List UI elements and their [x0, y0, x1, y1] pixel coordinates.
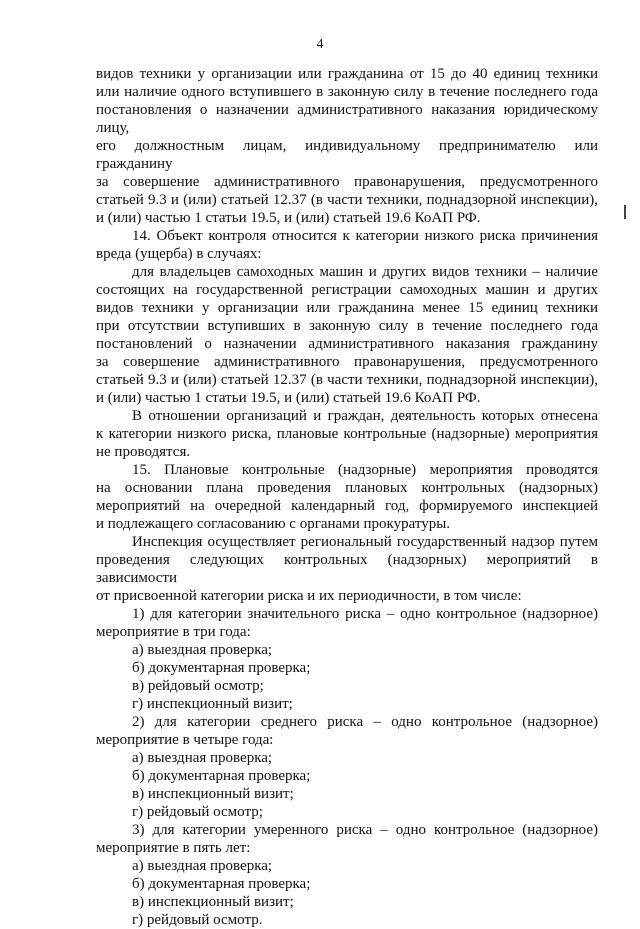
- text-line: 2) для категории среднего риска – одно контрольное (надзорное): [132, 714, 598, 730]
- text-line: за совершение административного правонарушения, предусмотренного: [96, 354, 598, 370]
- text-line: мероприятие в четыре года:: [96, 732, 274, 748]
- text-line: видов техники у организации или гражданина от 15 до 40 единиц техники: [96, 66, 598, 82]
- text-line: от присвоенной категории риска и их периодичности, в том числе:: [96, 588, 522, 604]
- text-line: статьей 9.3 и (или) статьей 12.37 (в части техники, поднадзорной инспекции),: [96, 192, 598, 208]
- text-line: 14. Объект контроля относится к категории низкого риска причинения: [132, 228, 598, 244]
- text-line: В отношении организаций и граждан, деятельность которых отнесена: [132, 408, 598, 424]
- text-line: в) инспекционный визит;: [132, 894, 294, 910]
- text-line: постановления о назначении административного наказания юридическому лицу,: [96, 102, 598, 136]
- text-line: статьей 9.3 и (или) статьей 12.37 (в части техники, поднадзорной инспекции),: [96, 372, 598, 388]
- text-line: видов техники у организации или гражданина менее 15 единиц техники: [96, 300, 598, 316]
- page-number: 4: [316, 37, 324, 52]
- text-line: проведения следующих контрольных (надзорных) мероприятий в зависимости: [96, 552, 598, 586]
- text-line: а) выездная проверка;: [132, 750, 273, 766]
- text-line: г) рейдовый осмотр.: [132, 912, 263, 928]
- text-line: и подлежащего согласованию с органами прокуратуры.: [96, 516, 451, 532]
- text-line: 1) для категории значительного риска – одно контрольное (надзорное): [132, 606, 598, 622]
- text-line: его должностным лицам, индивидуальному предпринимателю или гражданину: [96, 138, 598, 172]
- text-line: на основании плана проведения плановых контрольных (надзорных): [96, 480, 598, 496]
- text-line: состоящих на государственной регистрации самоходных машин и других: [96, 282, 598, 298]
- text-line: б) документарная проверка;: [132, 660, 311, 676]
- text-line: г) инспекционный визит;: [132, 696, 293, 712]
- text-line: или наличие одного вступившего в законную силу в течение последнего года: [96, 84, 598, 100]
- text-line: за совершение административного правонарушения, предусмотренного: [96, 174, 598, 190]
- text-line: мероприятие в пять лет:: [96, 840, 251, 856]
- text-line: мероприятие в три года:: [96, 624, 251, 640]
- scan-edge-mark: [624, 205, 626, 219]
- text-line: и (или) частью 1 статьи 19.5, и (или) статьей 19.6 КоАП РФ.: [96, 210, 481, 226]
- text-line: а) выездная проверка;: [132, 858, 273, 874]
- text-line: в) рейдовый осмотр;: [132, 678, 264, 694]
- text-line: 15. Плановые контрольные (надзорные) мероприятия проводятся: [132, 462, 598, 478]
- text-line: г) рейдовый осмотр;: [132, 804, 263, 820]
- text-line: б) документарная проверка;: [132, 768, 311, 784]
- text-line: в) инспекционный визит;: [132, 786, 294, 802]
- document-body: [96, 65, 598, 929]
- text-line: и (или) частью 1 статьи 19.5, и (или) статьей 19.6 КоАП РФ.: [96, 390, 481, 406]
- text-line: Инспекция осуществляет региональный государственный надзор путем: [132, 534, 598, 550]
- text-line: к категории низкого риска, плановые контрольные (надзорные) мероприятия: [96, 426, 598, 442]
- text-line: 3) для категории умеренного риска – одно контрольное (надзорное): [132, 822, 598, 838]
- text-line: при отсутствии вступивших в законную силу в течение последнего года: [96, 318, 598, 334]
- text-line: а) выездная проверка;: [132, 642, 273, 658]
- text-line: не проводятся.: [96, 444, 191, 460]
- text-line: мероприятий на очередной календарный год, формируемого инспекцией: [96, 498, 598, 514]
- text-line: для владельцев самоходных машин и других видов техники – наличие: [132, 264, 598, 280]
- text-line: постановлений о назначении административного наказания гражданину: [96, 336, 598, 352]
- text-line: б) документарная проверка;: [132, 876, 311, 892]
- text-line: вреда (ущерба) в случаях:: [96, 246, 262, 262]
